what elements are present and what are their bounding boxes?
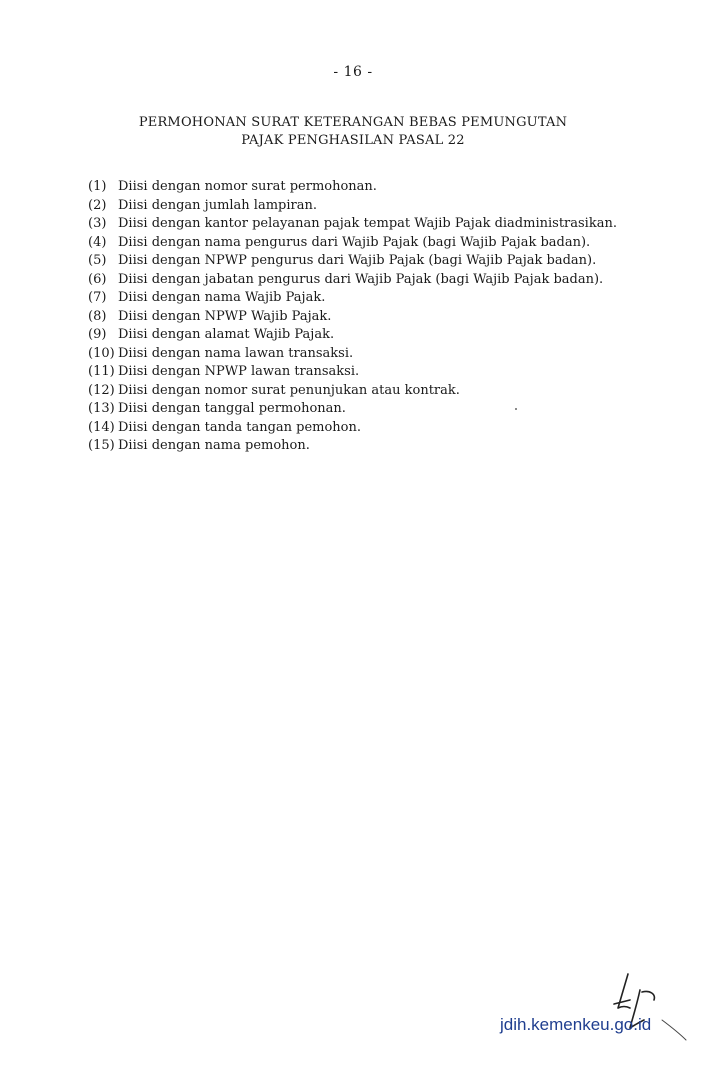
item-number: (6) — [88, 271, 107, 287]
item-text: Diisi dengan NPWP Wajib Pajak. — [118, 308, 332, 324]
list-item — [88, 271, 617, 290]
item-number: (11) — [88, 364, 115, 379]
item-number: (10) — [88, 345, 115, 361]
list-item — [88, 419, 617, 438]
list-item — [88, 400, 617, 419]
item-number: (9) — [88, 327, 107, 342]
list-item — [88, 252, 617, 271]
scan-speck — [515, 408, 517, 410]
title-line-1: PERMOHONAN SURAT KETERANGAN BEBAS PEMUNGUTAN — [138, 115, 568, 130]
item-text: Diisi dengan jumlah lampiran. — [118, 197, 317, 213]
list-item — [88, 363, 617, 382]
instruction-list — [88, 178, 617, 456]
list-item — [88, 234, 617, 253]
item-text: Diisi dengan NPWP lawan transaksi. — [118, 364, 360, 379]
item-text: Diisi dengan kantor pelayanan pajak tempat Wajib Pajak diadministrasikan. — [118, 216, 617, 231]
item-text: Diisi dengan NPWP pengurus dari Wajib Pajak (bagi Wajib Pajak badan). — [118, 253, 597, 268]
document-title — [0, 114, 706, 150]
item-text: Diisi dengan nama Wajib Pajak. — [118, 290, 326, 305]
footer-site-url: jdih.kemenkeu.go.id — [500, 1015, 652, 1034]
item-number: (7) — [88, 290, 107, 305]
list-item — [88, 178, 617, 197]
item-number: (15) — [88, 438, 115, 453]
item-number: (8) — [88, 308, 107, 324]
list-item — [88, 197, 617, 216]
item-text: Diisi dengan tanda tangan pemohon. — [118, 419, 362, 435]
item-text: Diisi dengan nama pemohon. — [118, 438, 310, 453]
list-item — [88, 289, 617, 308]
item-text: Diisi dengan nama lawan transaksi. — [118, 345, 354, 361]
item-number: (5) — [88, 253, 107, 268]
item-number: (1) — [88, 179, 107, 194]
list-item — [88, 345, 617, 364]
item-text: Diisi dengan tanggal permohonan. — [118, 401, 346, 416]
list-item — [88, 437, 617, 456]
item-number: (14) — [88, 419, 115, 435]
handwritten-initials — [600, 968, 690, 1048]
list-item — [88, 382, 617, 401]
item-text: Diisi dengan nomor surat penunjukan atau kontrak. — [118, 382, 460, 398]
page-number: - 16 - — [333, 64, 373, 80]
item-text: Diisi dengan alamat Wajib Pajak. — [118, 327, 335, 342]
item-number: (13) — [88, 401, 115, 416]
list-item — [88, 326, 617, 345]
item-number: (12) — [88, 382, 115, 398]
item-number: (2) — [88, 197, 107, 213]
title-line-2: PAJAK PENGHASILAN PASAL 22 — [241, 133, 465, 148]
list-item — [88, 215, 617, 234]
item-text: Diisi dengan jabatan pengurus dari Wajib Pajak (bagi Wajib Pajak badan). — [118, 271, 604, 287]
list-item — [88, 308, 617, 327]
item-text: Diisi dengan nama pengurus dari Wajib Pajak (bagi Wajib Pajak badan). — [118, 234, 591, 250]
item-number: (3) — [88, 216, 107, 231]
item-number: (4) — [88, 234, 107, 250]
item-text: Diisi dengan nomor surat permohonan. — [118, 179, 377, 194]
